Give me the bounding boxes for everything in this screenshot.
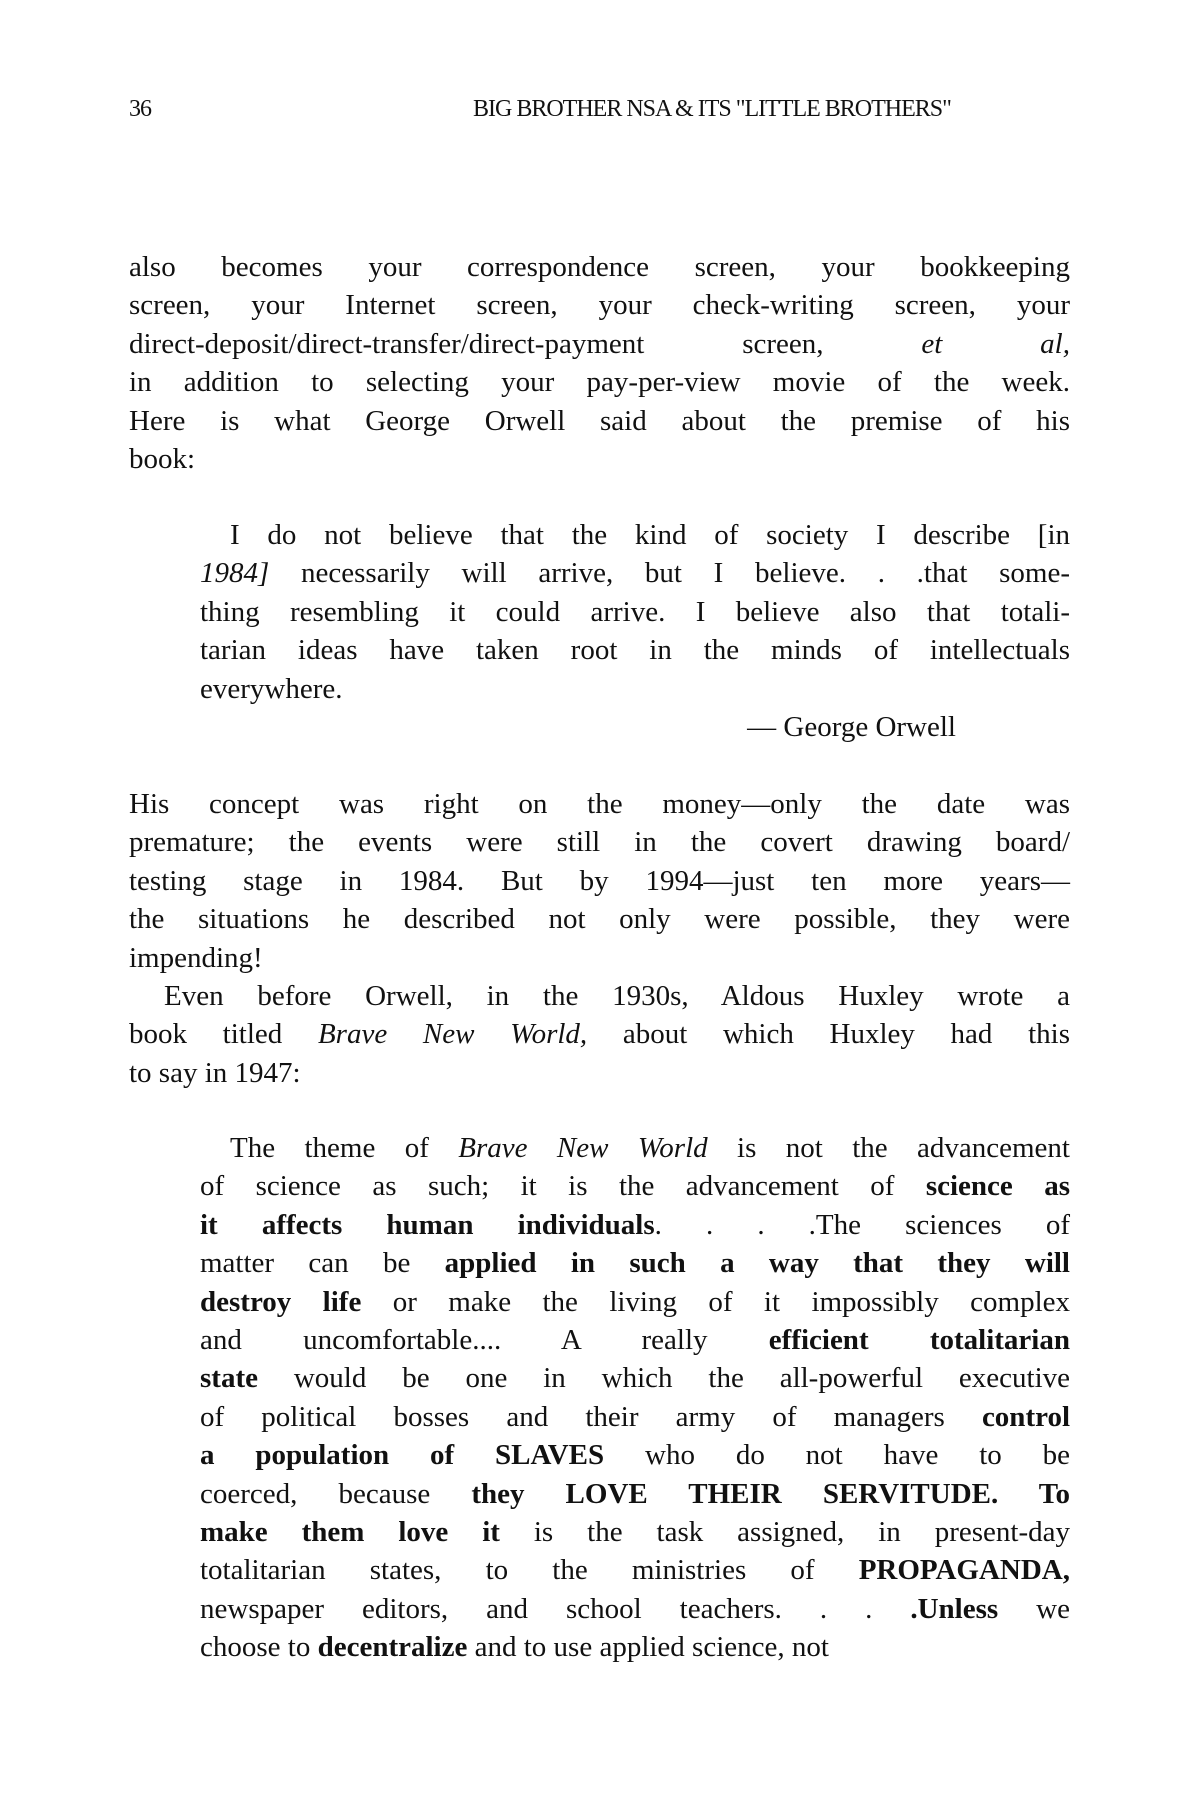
text-run: choose to — [200, 1631, 318, 1664]
text-line — [200, 1206, 1070, 1244]
text-line — [129, 248, 1070, 286]
text-run: Even before Orwell, in the 1930s, Aldous Huxley wrote a — [164, 979, 1070, 1012]
text-line — [200, 1398, 1070, 1436]
text-run: Here is what George Orwell said about the premise of his — [129, 404, 1070, 437]
text-run: everywhere. — [200, 672, 343, 705]
text-run: The theme of — [230, 1132, 459, 1164]
text-run: I do not believe that the kind of society I describe [in — [230, 519, 1070, 551]
text-line — [200, 1129, 1070, 1167]
bold-text: science as — [925, 1170, 1070, 1203]
text-line — [200, 1551, 1070, 1589]
page-number: 36 — [129, 96, 151, 122]
text-line — [129, 325, 1070, 363]
text-line — [200, 708, 956, 746]
text-line — [129, 363, 1070, 401]
bold-text: make them love it — [200, 1515, 500, 1548]
block-quote-orwell — [200, 516, 1070, 708]
text-line — [200, 593, 1070, 631]
text-line — [200, 1321, 1070, 1359]
text-line — [129, 977, 1070, 1015]
text-line — [200, 1167, 1070, 1205]
text-run: of political bosses and their army of managers — [200, 1400, 982, 1433]
block-quote-huxley — [200, 1129, 1070, 1666]
text-run: screen, your Internet screen, your check-writing screen, your — [129, 289, 1070, 322]
text-run: or make the living of it impossibly complex — [361, 1285, 1070, 1318]
text-line — [200, 1244, 1070, 1282]
bold-text: it affects human individuals — [200, 1208, 655, 1241]
text-run: — George Orwell — [747, 711, 956, 743]
text-run: also becomes your correspondence screen, your bookkeeping — [129, 251, 1070, 283]
italic-text: Brave New World, — [317, 1018, 588, 1051]
text-run: tarian ideas have taken root in the minds of intellectuals — [200, 634, 1070, 667]
text-run: in addition to selecting your pay-per-view movie of the week. — [129, 366, 1070, 399]
bold-text: .Unless — [910, 1592, 999, 1625]
text-run: who do not have to be — [604, 1439, 1070, 1472]
text-line — [200, 1283, 1070, 1321]
text-run: matter can be — [200, 1247, 445, 1280]
text-run: thing resembling it could arrive. I believe also that totali- — [200, 595, 1070, 628]
text-run: would be one in which the all-powerful executive — [257, 1362, 1070, 1395]
text-line — [200, 1513, 1070, 1551]
italic-text: Brave New World — [458, 1132, 708, 1164]
text-run: is the task assigned, in present-day — [499, 1515, 1070, 1548]
text-run: impending! — [129, 941, 263, 974]
text-line — [129, 440, 1070, 478]
text-line — [129, 823, 1070, 861]
bold-text: control — [981, 1400, 1070, 1433]
text-line — [129, 402, 1070, 440]
text-run: the situations he described not only were possible, they were — [129, 903, 1070, 936]
running-header: BIG BROTHER NSA & ITS "LITTLE BROTHERS" — [473, 96, 951, 122]
bold-text: destroy life — [200, 1285, 362, 1318]
text-run: premature; the events were still in the covert drawing board/ — [129, 826, 1070, 859]
text-run: testing stage in 1984. But by 1994—just ten more years— — [129, 864, 1070, 897]
text-run: is not the advancement — [707, 1132, 1070, 1164]
bold-text: a population of SLAVES — [200, 1439, 605, 1472]
text-line — [200, 1628, 1070, 1666]
text-line — [129, 862, 1070, 900]
text-line — [129, 286, 1070, 324]
text-run: about which Huxley had this — [587, 1018, 1070, 1051]
text-line — [200, 1590, 1070, 1628]
text-line — [200, 1475, 1070, 1513]
text-line — [200, 516, 1070, 554]
text-line — [129, 1054, 1070, 1092]
text-line — [129, 1015, 1070, 1053]
bold-text: efficient totalitarian — [768, 1323, 1070, 1356]
text-run: we — [998, 1592, 1070, 1625]
text-line — [129, 900, 1070, 938]
text-run: direct-deposit/direct-transfer/direct-payment screen, — [129, 327, 922, 360]
italic-text: et al, — [921, 327, 1070, 360]
text-line — [200, 1359, 1070, 1397]
text-run: newspaper editors, and school teachers. . . — [200, 1592, 911, 1625]
text-run: His concept was right on the money—only the date was — [129, 788, 1070, 820]
italic-text: 1984] — [200, 557, 270, 590]
quote-attribution — [200, 708, 956, 746]
text-run: . . . .The sciences of — [654, 1208, 1070, 1241]
text-run: book titled — [129, 1018, 318, 1051]
text-run: necessarily will arrive, but I believe. . .that some- — [269, 557, 1070, 590]
text-line — [200, 554, 1070, 592]
text-run: book: — [129, 442, 196, 475]
body-paragraph — [129, 785, 1070, 1092]
text-line — [200, 631, 1070, 669]
text-run: and uncomfortable.... A really — [200, 1323, 769, 1356]
bold-text: applied in such a way that they will — [444, 1247, 1070, 1280]
text-run: to say in 1947: — [129, 1056, 301, 1089]
text-run: totalitarian states, to the ministries of — [200, 1554, 859, 1587]
text-run: and to use applied science, not — [467, 1631, 829, 1664]
text-line — [200, 670, 1070, 708]
bold-text: they LOVE THEIR SERVITUDE. To — [471, 1477, 1070, 1510]
text-line — [129, 939, 1070, 977]
body-paragraph — [129, 248, 1070, 478]
bold-text: decentralize — [317, 1631, 468, 1664]
bold-text: state — [200, 1362, 258, 1395]
text-line — [200, 1436, 1070, 1474]
text-run: coerced, because — [200, 1477, 472, 1510]
bold-text: PROPAGANDA, — [858, 1554, 1070, 1587]
text-run: of science as such; it is the advancement of — [200, 1170, 926, 1203]
text-line — [129, 785, 1070, 823]
